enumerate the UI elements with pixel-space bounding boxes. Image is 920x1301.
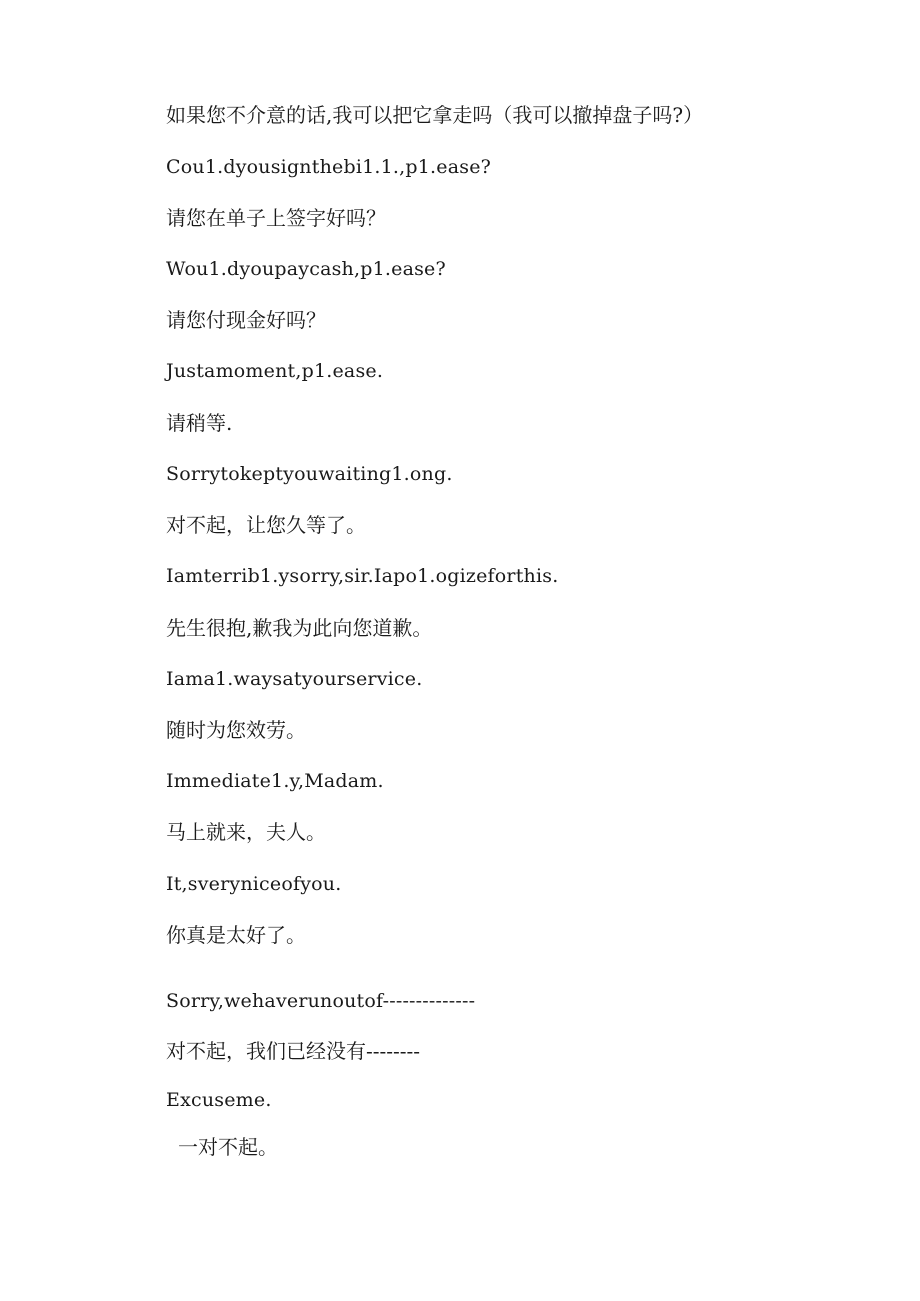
line-1: 如果您不介意的话,我可以把它拿走吗（我可以撤掉盘子吗?） <box>166 103 704 127</box>
line-17: 你真是太好了。 <box>166 923 306 947</box>
line-3: 请您在单子上签字好吗？ <box>166 206 386 230</box>
line-12: Iama1.waysatyourservice. <box>166 668 423 690</box>
line-20: Excuseme. <box>166 1089 272 1111</box>
line-19: 对不起，我们已经没有-------- <box>166 1039 421 1063</box>
line-18: Sorry,wehaverunoutof-------------- <box>166 990 476 1012</box>
line-7: 请稍等. <box>166 411 233 435</box>
line-11: 先生很抱,歉我为此向您道歉。 <box>166 616 433 640</box>
line-6: Justamoment,p1.ease. <box>166 360 384 382</box>
line-15: 马上就来，夫人。 <box>166 820 326 844</box>
line-10: Iamterrib1.ysorry,sir.Iapo1.ogizeforthis. <box>166 565 559 587</box>
line-2: Cou1.dyousignthebi1.1.,p1.ease? <box>166 156 492 178</box>
line-21: 一对不起。 <box>178 1135 278 1159</box>
line-8: Sorrytokeptyouwaiting1.ong. <box>166 463 453 485</box>
line-4: Wou1.dyoupaycash,p1.ease? <box>166 258 446 280</box>
line-13: 随时为您效劳。 <box>166 718 306 742</box>
line-5: 请您付现金好吗？ <box>166 308 326 332</box>
line-9: 对不起，让您久等了。 <box>166 513 366 537</box>
line-14: Immediate1.y,Madam. <box>166 770 384 792</box>
line-16: It,sveryniceofyou. <box>166 873 342 895</box>
